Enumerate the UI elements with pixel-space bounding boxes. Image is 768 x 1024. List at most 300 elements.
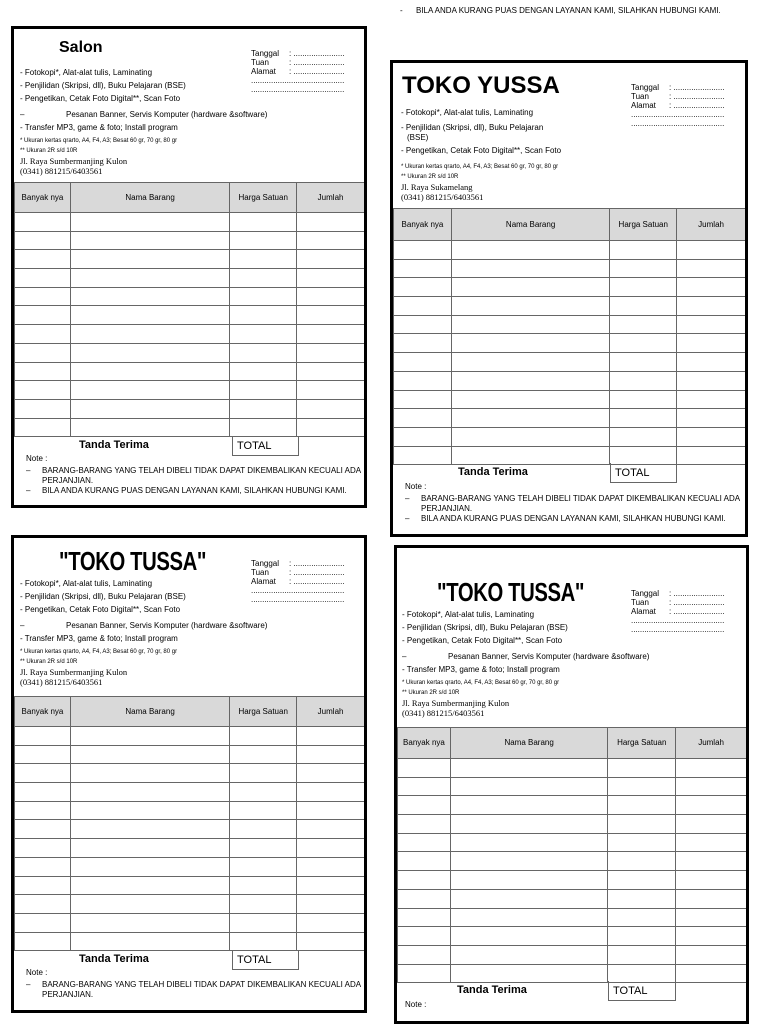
table-cell[interactable] xyxy=(297,895,365,914)
col-nama-barang: Nama Barang xyxy=(70,183,229,213)
dot-line: .......................................... xyxy=(251,595,345,604)
alamat-value: : ....................... xyxy=(669,607,725,616)
table-cell[interactable] xyxy=(676,759,747,778)
receipt-toko-yussa xyxy=(390,60,748,537)
table-row xyxy=(394,446,746,465)
table-cell[interactable] xyxy=(608,815,676,834)
tanggal-label: Tanggal xyxy=(251,49,280,58)
items-table xyxy=(14,182,365,437)
table-cell[interactable] xyxy=(450,852,607,871)
table-cell[interactable] xyxy=(610,278,677,297)
table-cell[interactable] xyxy=(15,287,71,306)
table-cell[interactable] xyxy=(230,895,297,914)
receipt-salon xyxy=(11,26,367,508)
table-cell[interactable] xyxy=(230,857,297,876)
table-cell[interactable] xyxy=(398,759,451,778)
table-cell[interactable] xyxy=(451,409,609,428)
table-cell[interactable] xyxy=(70,764,229,783)
table-cell[interactable] xyxy=(394,297,452,316)
table-row xyxy=(15,820,365,839)
table-cell[interactable] xyxy=(15,745,71,764)
note-text: BILA ANDA KURANG PUAS DENGAN LAYANAN KAMI, SILAHKAN HUBUNGI KAMI. xyxy=(42,486,347,495)
tanggal-value: : ....................... xyxy=(289,49,345,58)
table-cell[interactable] xyxy=(450,759,607,778)
items-table xyxy=(397,727,747,983)
table-cell[interactable] xyxy=(676,945,747,964)
table-cell[interactable] xyxy=(451,353,609,372)
table-cell[interactable] xyxy=(677,278,746,297)
service-pengetikan: - Pengetikan, Cetak Foto Digital**, Scan Foto xyxy=(402,636,563,645)
table-cell[interactable] xyxy=(394,446,452,465)
table-cell[interactable] xyxy=(70,801,229,820)
table-cell[interactable] xyxy=(676,871,747,890)
tuan-label: Tuan xyxy=(631,598,649,607)
table-cell[interactable] xyxy=(15,895,71,914)
table-cell[interactable] xyxy=(230,269,297,288)
table-cell[interactable] xyxy=(297,801,365,820)
table-cell[interactable] xyxy=(15,325,71,344)
table-cell[interactable] xyxy=(230,343,297,362)
table-cell[interactable] xyxy=(610,259,677,278)
table-cell[interactable] xyxy=(230,727,297,746)
table-cell[interactable] xyxy=(450,796,607,815)
table-cell[interactable] xyxy=(677,334,746,353)
table-cell[interactable] xyxy=(230,399,297,418)
table-row xyxy=(398,815,747,834)
table-cell[interactable] xyxy=(676,852,747,871)
table-cell[interactable] xyxy=(70,895,229,914)
table-cell[interactable] xyxy=(677,297,746,316)
col-jumlah: Jumlah xyxy=(676,728,747,759)
table-cell[interactable] xyxy=(230,876,297,895)
table-cell[interactable] xyxy=(70,857,229,876)
table-cell[interactable] xyxy=(608,852,676,871)
table-cell[interactable] xyxy=(608,964,676,983)
table-cell[interactable] xyxy=(394,278,452,297)
table-cell[interactable] xyxy=(394,353,452,372)
table-cell[interactable] xyxy=(70,876,229,895)
top-note-text: BILA ANDA KURANG PUAS DENGAN LAYANAN KAMI, SILAHKAN HUBUNGI KAMI. xyxy=(416,6,721,15)
table-cell[interactable] xyxy=(610,427,677,446)
col-jumlah: Jumlah xyxy=(677,209,746,241)
table-cell[interactable] xyxy=(15,876,71,895)
note-item xyxy=(26,980,362,1000)
table-cell[interactable] xyxy=(398,927,451,946)
table-cell[interactable] xyxy=(70,727,229,746)
table-cell[interactable] xyxy=(608,833,676,852)
receipt-title: TOKO YUSSA xyxy=(402,72,560,99)
ukuran-kertas: * Ukuran kertas qrarto, A4, F4, A3; Besat 60 gr, 70 gr, 80 gr xyxy=(20,138,178,144)
table-cell[interactable] xyxy=(297,213,365,232)
table-row xyxy=(15,231,365,250)
table-cell[interactable] xyxy=(608,908,676,927)
shop-address: Jl. Raya Sumbermanjing Kulon xyxy=(20,156,128,166)
table-cell[interactable] xyxy=(297,783,365,802)
table-cell[interactable] xyxy=(297,820,365,839)
table-cell[interactable] xyxy=(297,399,365,418)
table-cell[interactable] xyxy=(70,362,229,381)
table-cell[interactable] xyxy=(451,446,609,465)
table-cell[interactable] xyxy=(610,241,677,260)
table-cell[interactable] xyxy=(297,932,365,951)
note-label: Note : xyxy=(26,454,48,463)
table-cell[interactable] xyxy=(230,913,297,932)
table-row xyxy=(15,801,365,820)
table-cell[interactable] xyxy=(297,250,365,269)
table-cell[interactable] xyxy=(70,306,229,325)
table-cell[interactable] xyxy=(677,409,746,428)
table-cell[interactable] xyxy=(676,833,747,852)
table-cell[interactable] xyxy=(398,945,451,964)
table-row xyxy=(15,839,365,858)
table-cell[interactable] xyxy=(451,297,609,316)
table-row xyxy=(15,932,365,951)
table-cell[interactable] xyxy=(230,783,297,802)
service-penjilidan-bse: (BSE) xyxy=(407,133,429,142)
alamat-value: : ....................... xyxy=(289,577,345,586)
table-cell[interactable] xyxy=(610,446,677,465)
table-cell[interactable] xyxy=(297,231,365,250)
table-cell[interactable] xyxy=(297,857,365,876)
table-cell[interactable] xyxy=(15,857,71,876)
service-penjilidan: - Penjilidan (Skripsi, dll), Buku Pelajaran (BSE) xyxy=(20,592,186,601)
table-cell[interactable] xyxy=(610,353,677,372)
table-cell[interactable] xyxy=(676,796,747,815)
table-cell[interactable] xyxy=(70,250,229,269)
table-row xyxy=(394,259,746,278)
note-label: Note : xyxy=(26,968,48,977)
table-cell[interactable] xyxy=(70,783,229,802)
table-cell[interactable] xyxy=(230,932,297,951)
service-list xyxy=(402,610,649,718)
table-cell[interactable] xyxy=(70,231,229,250)
table-row xyxy=(15,727,365,746)
note-dash: – xyxy=(26,980,31,989)
table-cell[interactable] xyxy=(70,213,229,232)
col-jumlah: Jumlah xyxy=(297,183,365,213)
dot-line: .......................................... xyxy=(631,110,725,119)
col-banyak: Banyak nya xyxy=(15,697,71,727)
table-cell[interactable] xyxy=(230,418,297,437)
table-cell[interactable] xyxy=(297,745,365,764)
table-cell[interactable] xyxy=(230,381,297,400)
dot-line: .......................................... xyxy=(251,76,345,85)
table-cell[interactable] xyxy=(398,964,451,983)
table-row xyxy=(394,371,746,390)
table-cell[interactable] xyxy=(451,427,609,446)
table-row xyxy=(15,343,365,362)
table-cell[interactable] xyxy=(394,371,452,390)
note-label: Note : xyxy=(405,1000,427,1009)
receipt-footer xyxy=(14,950,365,970)
table-cell[interactable] xyxy=(70,745,229,764)
table-cell[interactable] xyxy=(230,250,297,269)
table-cell[interactable] xyxy=(677,371,746,390)
table-cell[interactable] xyxy=(676,908,747,927)
table-cell[interactable] xyxy=(297,764,365,783)
table-cell[interactable] xyxy=(297,913,365,932)
table-row xyxy=(394,297,746,316)
table-cell[interactable] xyxy=(676,889,747,908)
table-cell[interactable] xyxy=(394,427,452,446)
top-note xyxy=(400,6,760,16)
tuan-value: : ....................... xyxy=(289,58,345,67)
table-row xyxy=(15,399,365,418)
table-cell[interactable] xyxy=(394,390,452,409)
table-cell[interactable] xyxy=(297,362,365,381)
table-row xyxy=(394,315,746,334)
ukuran-foto: ** Ukuran 2R s/d 10R xyxy=(402,690,460,696)
table-cell[interactable] xyxy=(677,259,746,278)
notes xyxy=(405,1000,741,1012)
shop-address: Jl. Raya Sumbermanjing Kulon xyxy=(20,667,128,677)
notes xyxy=(405,482,743,524)
table-cell[interactable] xyxy=(230,820,297,839)
table-cell[interactable] xyxy=(450,889,607,908)
receipt-footer xyxy=(14,436,365,456)
table-cell[interactable] xyxy=(450,927,607,946)
table-cell[interactable] xyxy=(610,334,677,353)
table-cell[interactable] xyxy=(15,381,71,400)
table-cell[interactable] xyxy=(70,820,229,839)
table-cell[interactable] xyxy=(676,815,747,834)
table-cell[interactable] xyxy=(70,839,229,858)
table-cell[interactable] xyxy=(610,315,677,334)
table-cell[interactable] xyxy=(230,745,297,764)
table-cell[interactable] xyxy=(677,427,746,446)
table-cell[interactable] xyxy=(394,241,452,260)
table-cell[interactable] xyxy=(610,390,677,409)
table-row xyxy=(398,871,747,890)
service-fotokopi: - Fotokopi*, Alat-alat tulis, Laminating xyxy=(20,579,153,588)
table-cell[interactable] xyxy=(230,801,297,820)
table-cell[interactable] xyxy=(608,796,676,815)
alamat-label: Alamat xyxy=(631,607,656,616)
dot-line: .......................................... xyxy=(631,625,725,634)
receipt-meta xyxy=(631,83,725,128)
table-cell[interactable] xyxy=(297,839,365,858)
table-cell[interactable] xyxy=(70,913,229,932)
pesanan-dash: – xyxy=(20,621,25,630)
table-cell[interactable] xyxy=(15,343,71,362)
table-cell[interactable] xyxy=(297,343,365,362)
pesanan-text: Pesanan Banner, Servis Komputer (hardware &software) xyxy=(66,621,268,630)
table-cell[interactable] xyxy=(70,381,229,400)
table-cell[interactable] xyxy=(394,334,452,353)
table-cell[interactable] xyxy=(297,727,365,746)
table-cell[interactable] xyxy=(676,964,747,983)
tuan-value: : ....................... xyxy=(289,568,345,577)
table-cell[interactable] xyxy=(230,306,297,325)
table-cell[interactable] xyxy=(297,269,365,288)
table-cell[interactable] xyxy=(15,213,71,232)
pesanan-text: Pesanan Banner, Servis Komputer (hardware &software) xyxy=(66,110,268,119)
table-cell[interactable] xyxy=(15,250,71,269)
table-cell[interactable] xyxy=(297,418,365,437)
table-cell[interactable] xyxy=(70,287,229,306)
table-cell[interactable] xyxy=(15,306,71,325)
service-pesanan xyxy=(402,649,649,665)
table-cell[interactable] xyxy=(608,945,676,964)
table-cell[interactable] xyxy=(451,315,609,334)
table-cell[interactable] xyxy=(15,820,71,839)
table-cell[interactable] xyxy=(610,297,677,316)
service-pesanan xyxy=(20,107,267,123)
table-cell[interactable] xyxy=(677,241,746,260)
table-cell[interactable] xyxy=(608,927,676,946)
table-cell[interactable] xyxy=(15,231,71,250)
shop-phone: (0341) 881215/6403561 xyxy=(20,166,103,176)
table-cell[interactable] xyxy=(70,399,229,418)
table-cell[interactable] xyxy=(676,927,747,946)
table-cell[interactable] xyxy=(15,913,71,932)
table-cell[interactable] xyxy=(451,371,609,390)
table-cell[interactable] xyxy=(451,334,609,353)
table-cell[interactable] xyxy=(394,409,452,428)
table-cell[interactable] xyxy=(70,418,229,437)
note-dash: – xyxy=(26,466,31,475)
col-harga-satuan: Harga Satuan xyxy=(230,183,297,213)
total-label: TOTAL xyxy=(232,436,299,456)
col-jumlah: Jumlah xyxy=(297,697,365,727)
table-row xyxy=(15,362,365,381)
table-cell[interactable] xyxy=(297,876,365,895)
shop-phone: (0341) 881215/6403561 xyxy=(401,192,484,202)
tuan-label: Tuan xyxy=(251,58,269,67)
alamat-value: : ....................... xyxy=(669,101,725,110)
service-list xyxy=(20,68,267,176)
table-cell[interactable] xyxy=(398,908,451,927)
table-cell[interactable] xyxy=(398,796,451,815)
table-row xyxy=(15,895,365,914)
table-cell[interactable] xyxy=(450,871,607,890)
table-cell[interactable] xyxy=(15,932,71,951)
note-dash: – xyxy=(405,514,410,523)
table-row xyxy=(398,852,747,871)
tuan-value: : ....................... xyxy=(669,598,725,607)
table-cell[interactable] xyxy=(610,371,677,390)
dot-line: .......................................... xyxy=(251,85,345,94)
table-cell[interactable] xyxy=(70,343,229,362)
table-cell[interactable] xyxy=(297,381,365,400)
table-cell[interactable] xyxy=(230,764,297,783)
table-row xyxy=(394,409,746,428)
table-cell[interactable] xyxy=(451,390,609,409)
service-penjilidan: - Penjilidan (Skripsi, dll), Buku Pelajaran (BSE) xyxy=(402,623,568,632)
receipt-footer xyxy=(393,463,746,483)
table-cell[interactable] xyxy=(677,390,746,409)
table-cell[interactable] xyxy=(450,908,607,927)
tanggal-value: : ....................... xyxy=(289,559,345,568)
table-cell[interactable] xyxy=(451,259,609,278)
table-cell[interactable] xyxy=(297,287,365,306)
receipt-toko-tussa xyxy=(11,535,367,1013)
table-row xyxy=(15,250,365,269)
table-cell[interactable] xyxy=(677,446,746,465)
table-row xyxy=(15,306,365,325)
total-label: TOTAL xyxy=(608,981,676,1001)
table-cell[interactable] xyxy=(70,325,229,344)
table-cell[interactable] xyxy=(398,871,451,890)
table-cell[interactable] xyxy=(677,353,746,372)
table-cell[interactable] xyxy=(398,815,451,834)
pesanan-dash: – xyxy=(402,652,407,661)
tanggal-label: Tanggal xyxy=(631,589,660,598)
receipt-title: "TOKO TUSSA" xyxy=(437,577,585,607)
table-cell[interactable] xyxy=(608,759,676,778)
table-cell[interactable] xyxy=(230,213,297,232)
table-cell[interactable] xyxy=(398,889,451,908)
table-cell[interactable] xyxy=(230,325,297,344)
table-cell[interactable] xyxy=(15,783,71,802)
service-penjilidan: - Penjilidan (Skripsi, dll), Buku Pelajaran (BSE) xyxy=(20,81,186,90)
table-cell[interactable] xyxy=(15,727,71,746)
table-cell[interactable] xyxy=(15,839,71,858)
table-cell[interactable] xyxy=(450,964,607,983)
table-cell[interactable] xyxy=(610,409,677,428)
table-row xyxy=(398,796,747,815)
items-table xyxy=(14,696,365,951)
note-label: Note : xyxy=(405,482,427,491)
table-cell[interactable] xyxy=(398,833,451,852)
table-cell[interactable] xyxy=(230,839,297,858)
tanda-terima: Tanda Terima xyxy=(79,953,149,965)
tanda-terima: Tanda Terima xyxy=(79,439,149,451)
table-cell[interactable] xyxy=(230,231,297,250)
shop-address: Jl. Raya Sumbermanjing Kulon xyxy=(402,698,510,708)
table-row xyxy=(398,908,747,927)
table-cell[interactable] xyxy=(297,325,365,344)
table-cell[interactable] xyxy=(394,315,452,334)
table-cell[interactable] xyxy=(676,777,747,796)
table-cell[interactable] xyxy=(230,362,297,381)
table-row xyxy=(15,876,365,895)
table-cell[interactable] xyxy=(15,764,71,783)
table-cell[interactable] xyxy=(230,287,297,306)
table-cell[interactable] xyxy=(450,777,607,796)
total-label: TOTAL xyxy=(232,950,299,970)
table-row xyxy=(15,213,365,232)
table-cell[interactable] xyxy=(608,889,676,908)
service-pengetikan: - Pengetikan, Cetak Foto Digital**, Scan Foto xyxy=(401,146,562,155)
table-row xyxy=(15,857,365,876)
table-cell[interactable] xyxy=(451,278,609,297)
table-cell[interactable] xyxy=(450,833,607,852)
table-cell[interactable] xyxy=(677,315,746,334)
col-harga-satuan: Harga Satuan xyxy=(608,728,676,759)
table-cell[interactable] xyxy=(15,418,71,437)
table-cell[interactable] xyxy=(398,777,451,796)
note-item xyxy=(26,486,362,496)
table-cell[interactable] xyxy=(15,801,71,820)
table-cell[interactable] xyxy=(450,815,607,834)
table-cell[interactable] xyxy=(398,852,451,871)
table-cell[interactable] xyxy=(451,241,609,260)
table-cell[interactable] xyxy=(394,259,452,278)
table-cell[interactable] xyxy=(297,306,365,325)
note-text: BARANG-BARANG YANG TELAH DIBELI TIDAK DAPAT DIKEMBALIKAN KECUALI ADA PERJANJIAN. xyxy=(421,494,740,513)
table-cell[interactable] xyxy=(15,399,71,418)
table-cell[interactable] xyxy=(608,777,676,796)
table-cell[interactable] xyxy=(15,269,71,288)
table-cell[interactable] xyxy=(450,945,607,964)
alamat-label: Alamat xyxy=(631,101,656,110)
table-cell[interactable] xyxy=(15,362,71,381)
col-harga-satuan: Harga Satuan xyxy=(610,209,677,241)
table-cell[interactable] xyxy=(70,932,229,951)
table-cell[interactable] xyxy=(70,269,229,288)
table-cell[interactable] xyxy=(608,871,676,890)
